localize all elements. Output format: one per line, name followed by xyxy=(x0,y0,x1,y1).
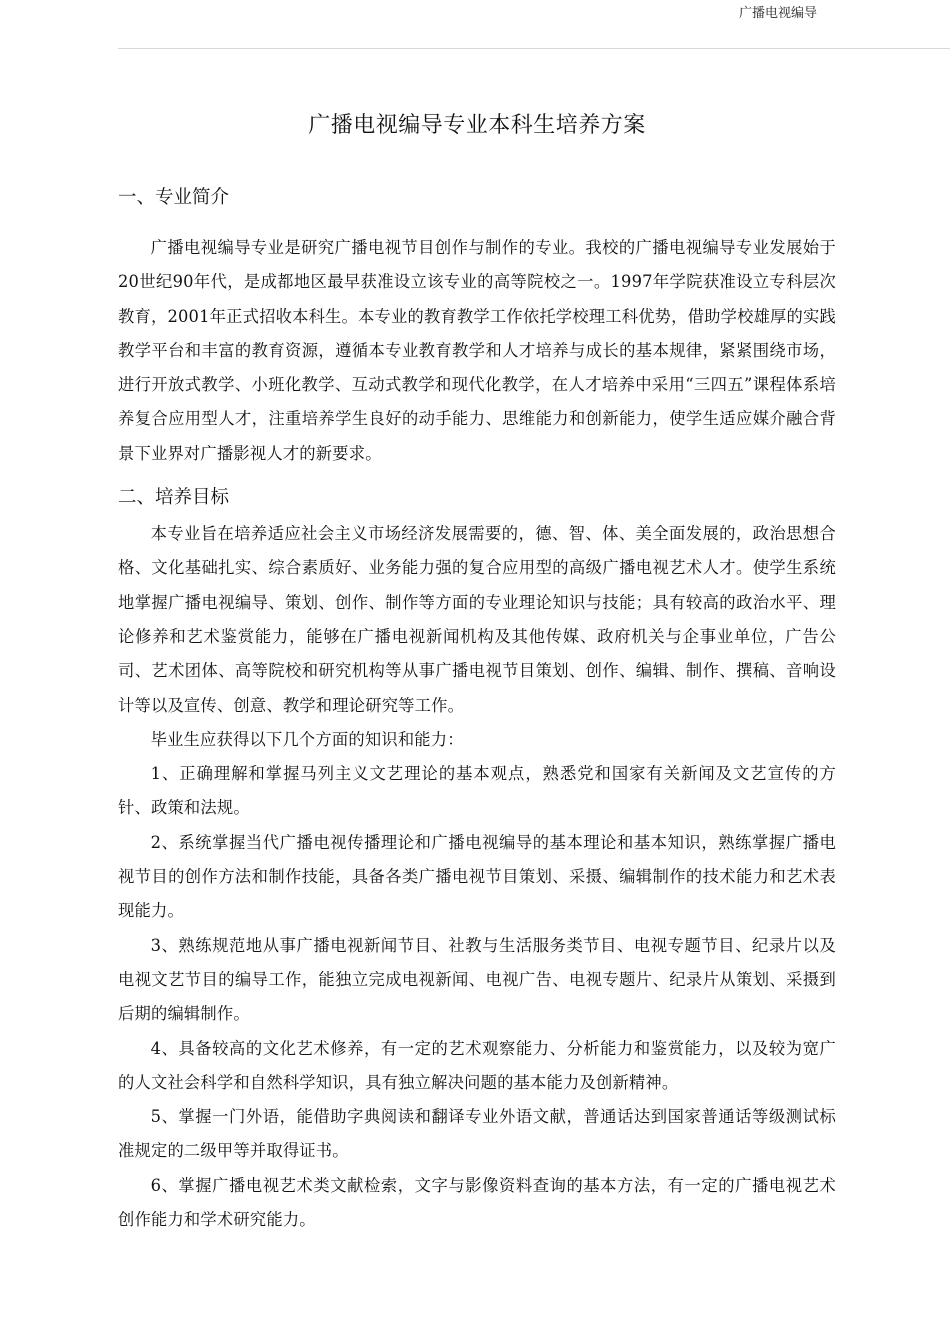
ability-item-6: 6、掌握广播电视艺术类文献检索，文字与影像资料查询的基本方法，有一定的广播电视艺术创作能力和学术研究能力。 xyxy=(118,1175,836,1230)
ability-item-1: 1、正确理解和掌握马列主义文艺理论的基本观点，熟悉党和国家有关新闻及文艺宣传的方针、政策和法规。 xyxy=(118,764,836,818)
ability-item-4: 4、具备较高的文化艺术修养，有一定的艺术观察能力、分析能力和鉴赏能力，以及较为宽广的人文社会科学和自然科学知识，具有独立解决问题的基本能力及创新精神。 xyxy=(118,1038,836,1092)
objectives-paragraph: 本专业旨在培养适应社会主义市场经济发展需要的，德、智、体、美全面发展的，政治思想合格、文化基础扎实、综合素质好、业务能力强的复合应用型的高级广播电视艺术人才。使学生系统地掌握广播电视编导、策划、创作、制作等方面的专业理论知识与技能；具有较高的政治水平、理论修养和艺术鉴赏能力，能够在广播电视新闻机构及其他传媒、政府机关与企事业单位，广告公司、艺术团体、高等院校和研究机构等从事广播电视节目策划、创作、编辑、制作、撰稿、音响设计等以及宣传、创意、教学和理论研究等工作。 xyxy=(118,524,836,715)
section-heading-introduction: 一、专业简介 xyxy=(118,187,230,208)
ability-item-3: 3、熟练规范地从事广播电视新闻节目、社教与生活服务类节目、电视专题节目、纪录片以及电视文艺节目的编导工作，能独立完成电视新闻、电视广告、电视专题片、纪录片从策划、采摄到后期的编辑制作。 xyxy=(118,935,836,1024)
ability-item-2: 2、系统掌握当代广播电视传播理论和广播电视编导的基本理论和基本知识，熟练掌握广播电视节目的创作方法和制作技能，具备各类广播电视节目策划、采摄、编辑制作的技术能力和艺术表现能力。 xyxy=(118,832,836,921)
abilities-intro-paragraph: 毕业生应获得以下几个方面的知识和能力： xyxy=(150,729,464,749)
introduction-paragraph: 广播电视编导专业是研究广播电视节目创作与制作的专业。我校的广播电视编导专业发展始于20世纪90年代，是成都地区最早获准设立该专业的高等院校之一。1997年学院获准设立专科层次教育，2001年正式招收本科生。本专业的教育教学工作依托学校理工科优势，借助学校雄厚的实践教学平台和丰富的教育资源，遵循本专业教育教学和人才培养与成长的基本规律，紧紧围绕市场，进行开放式教学、小班化教学、互动式教学和现代化教学，在人才培养中采用“三四五”课程体系培养复合应用型人才，注重培养学生良好的动手能力、思维能力和创新能力，使学生适应媒介融合背景下业界对广播影视人才的新要求。 xyxy=(118,238,836,463)
section-heading-objectives: 二、培养目标 xyxy=(118,487,230,509)
running-header: 广播电视编导 xyxy=(739,6,818,21)
header-divider xyxy=(118,48,950,49)
ability-item-5: 5、掌握一门外语，能借助字典阅读和翻译专业外语文献，普通话达到国家普通话等级测试标准规定的二级甲等并取得证书。 xyxy=(118,1107,836,1161)
document-title: 广播电视编导专业本科生培养方案 xyxy=(308,113,646,138)
document-body xyxy=(118,106,836,1237)
